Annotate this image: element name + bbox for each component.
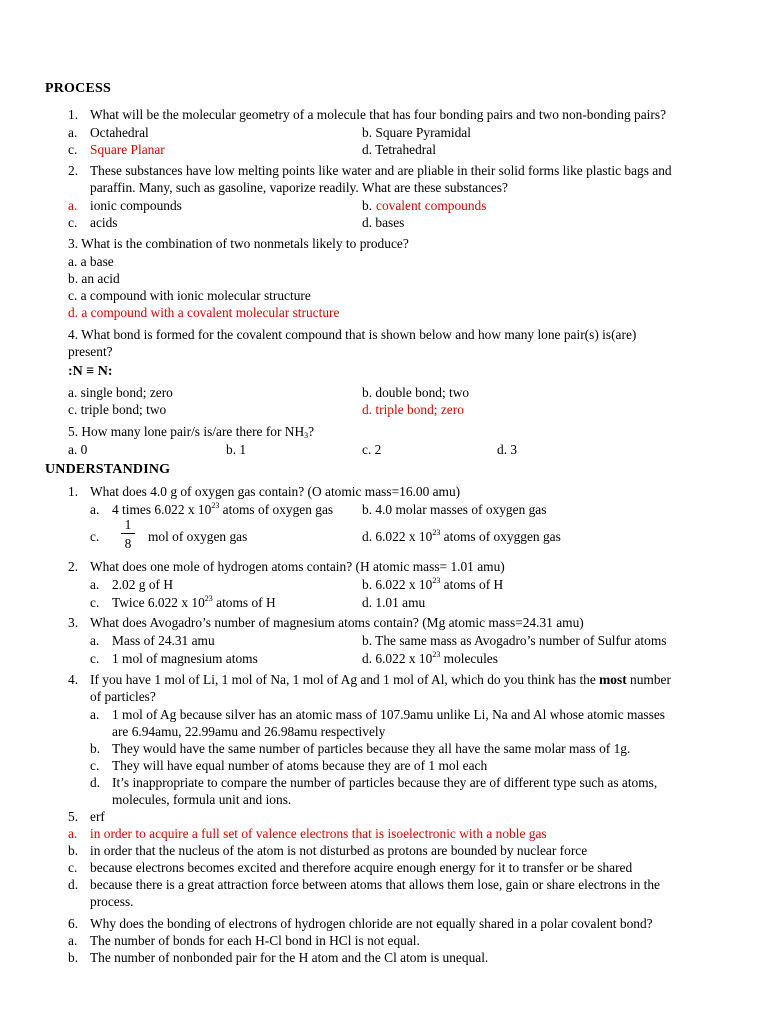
q1-option-d: d. Tetrahedral bbox=[362, 142, 436, 157]
u2-option-a-letter: a. bbox=[90, 577, 100, 592]
u3-option-d: d. 6.022 x $10^{23}$ molecules bbox=[362, 650, 498, 666]
u4-option-b: They would have the same number of particles because they all have the same molar mass of 1g. bbox=[112, 741, 631, 756]
u5-option-a-letter: a. bbox=[68, 826, 78, 841]
u2-number: 2. bbox=[68, 559, 79, 574]
u3-option-a-letter: a. bbox=[90, 633, 100, 648]
u4-option-b-letter: b. bbox=[90, 741, 101, 756]
q1-option-a-letter: a. bbox=[68, 125, 78, 140]
u2-option-c-letter: c. bbox=[90, 595, 100, 610]
u5-option-d-line1: because there is a great attraction force between atoms that allows them lose, gain or share electrons in the bbox=[90, 877, 660, 892]
q2-option-b-letter: b. bbox=[362, 198, 373, 213]
u4-text-line2: of particles? bbox=[90, 689, 156, 704]
q4-option-a: a. single bond; zero bbox=[68, 385, 173, 400]
u5-option-d-line2: process. bbox=[90, 894, 134, 909]
u5-option-b: in order that the nucleus of the atom is not disturbed as protons are bounded by nuclear force bbox=[90, 843, 588, 858]
q3-option-b: b. an acid bbox=[68, 271, 120, 286]
u1-option-a: 4 times 6.022 x $10^{23}$ atoms of oxygen gas bbox=[112, 501, 334, 517]
u3-option-a: Mass of 24.31 amu bbox=[112, 633, 215, 648]
u5-option-c-letter: c. bbox=[68, 860, 78, 875]
u4-option-c-letter: c. bbox=[90, 758, 100, 773]
q3-option-a: a. a base bbox=[68, 254, 114, 269]
u6-number: 6. bbox=[68, 916, 79, 931]
q5-option-a: a. 0 bbox=[68, 442, 88, 457]
fraction-bar bbox=[121, 533, 135, 534]
u4-option-d-letter: d. bbox=[90, 775, 101, 790]
u4-text-line1: If you have 1 mol of Li, 1 mol of Na, 1 mol of Ag and 1 mol of Al, which do you think has the most number bbox=[90, 672, 671, 687]
q2-option-c-letter: c. bbox=[68, 215, 78, 230]
u3-number: 3. bbox=[68, 615, 79, 630]
q5-text: 5. How many lone pair/s is/are there for $NH_3$? bbox=[68, 424, 315, 440]
q4-option-b: b. double bond; two bbox=[362, 385, 470, 400]
u4-number: 4. bbox=[68, 672, 79, 687]
u5-option-c: because electrons becomes excited and therefore acquire enough energy for it to transfer or be shared bbox=[90, 860, 633, 875]
u5-option-a-answer: in order to acquire a full set of valence electrons that is isoelectronic with a noble gas bbox=[90, 826, 547, 841]
u2-text: What does one mole of hydrogen atoms contain? (H atomic mass= 1.01 amu) bbox=[90, 559, 505, 574]
u1-option-a-letter: a. bbox=[90, 502, 100, 517]
u1-option-c: mol of oxygen gas bbox=[148, 529, 248, 544]
q3-option-c: c. a compound with ionic molecular structure bbox=[68, 288, 311, 303]
u3-option-c: 1 mol of magnesium atoms bbox=[112, 651, 258, 666]
u1-option-c-letter: c. bbox=[90, 529, 100, 544]
u1-option-d: d. 6.022 x $10^{23}$ atoms of oxyggen gas bbox=[362, 528, 561, 544]
q4-option-d-answer: d. triple bond; zero bbox=[362, 402, 464, 417]
u3-option-c-letter: c. bbox=[90, 651, 100, 666]
u6-option-b: The number of nonbonded pair for the H atom and the Cl atom is unequal. bbox=[90, 950, 489, 965]
u2-option-b: b. 6.022 x $10^{23}$ atoms of H bbox=[362, 576, 504, 592]
q1-option-c-letter: c. bbox=[68, 142, 78, 157]
u6-option-a: The number of bonds for each H-Cl bond in HCl is not equal. bbox=[90, 933, 420, 948]
u4-option-a-line1: 1 mol of Ag because silver has an atomic mass of 107.9amu unlike Li, Na and Al whose atomic masses bbox=[112, 707, 665, 722]
q2-number: 2. bbox=[68, 163, 79, 178]
u1-option-b: b. 4.0 molar masses of oxygen gas bbox=[362, 502, 547, 517]
q2-text-line1: These substances have low melting points like water and are pliable in their solid forms like plastic bags and bbox=[90, 163, 672, 178]
q3-option-d-answer: d. a compound with a covalent molecular structure bbox=[68, 305, 340, 320]
q4-text-line2: present? bbox=[68, 344, 113, 359]
u4-option-c: They will have equal number of atoms because they are of 1 mol each bbox=[112, 758, 488, 773]
q5-option-b: b. 1 bbox=[226, 442, 247, 457]
q4-option-c: c. triple bond; two bbox=[68, 402, 167, 417]
q2-option-a-letter: a. bbox=[68, 198, 78, 213]
fraction-denominator: 8 bbox=[124, 536, 132, 551]
u6-text: Why does the bonding of electrons of hydrogen chloride are not equally shared in a polar covalent bond? bbox=[90, 916, 653, 931]
q4-text-line1: 4. What bond is formed for the covalent compound that is shown below and how many lone pair(s) is(are) bbox=[68, 327, 637, 342]
q1-number: 1. bbox=[68, 107, 79, 122]
fraction-numerator: 1 bbox=[124, 517, 132, 532]
u3-option-b: b. The same mass as Avogadro’s number of Sulfur atoms bbox=[362, 633, 667, 648]
u3-text: What does Avogadro’s number of magnesium atoms contain? (Mg atomic mass=24.31 amu) bbox=[90, 615, 584, 630]
q2-text-line2: paraffin. Many, such as gasoline, vaporize readily. What are these substances? bbox=[90, 180, 508, 195]
q1-text: What will be the molecular geometry of a molecule that has four bonding pairs and two non-bonding pairs? bbox=[90, 107, 667, 122]
q2-option-a: ionic compounds bbox=[90, 198, 182, 213]
q1-option-b: b. Square Pyramidal bbox=[362, 125, 471, 140]
q3-text: 3. What is the combination of two nonmetals likely to produce? bbox=[68, 236, 409, 251]
u1-number: 1. bbox=[68, 484, 79, 499]
q5-option-d: d. 3 bbox=[497, 442, 518, 457]
u6-option-a-letter: a. bbox=[68, 933, 78, 948]
q1-option-a: Octahedral bbox=[90, 125, 149, 140]
u5-text: erf bbox=[90, 809, 105, 824]
u4-option-a-line2: are 6.94amu, 22.99amu and 26.98amu respectively bbox=[112, 724, 386, 739]
u5-option-b-letter: b. bbox=[68, 843, 79, 858]
q2-option-c: acids bbox=[90, 215, 118, 230]
u5-number: 5. bbox=[68, 809, 79, 824]
u2-option-d: d. 1.01 amu bbox=[362, 595, 426, 610]
q5-option-c: c. 2 bbox=[362, 442, 382, 457]
u5-option-d-letter: d. bbox=[68, 877, 79, 892]
u4-option-d-line1: It’s inappropriate to compare the number of particles because they are of different type such as atoms, bbox=[112, 775, 658, 790]
u2-option-a: 2.02 g of H bbox=[112, 577, 173, 592]
u6-option-b-letter: b. bbox=[68, 950, 79, 965]
u2-option-c: Twice 6.022 x $10^{23}$ atoms of H bbox=[112, 594, 276, 610]
section-heading-understanding: UNDERSTANDING bbox=[45, 462, 171, 477]
lewis-structure-n2: :N ≡ N: bbox=[68, 364, 113, 379]
q1-option-c-answer: Square Planar bbox=[90, 142, 165, 157]
u1-text: What does 4.0 g of oxygen gas contain? (O atomic mass=16.00 amu) bbox=[90, 484, 461, 499]
u4-option-d-line2: molecules, formula unit and ions. bbox=[112, 792, 292, 807]
q2-option-b-answer: covalent compounds bbox=[376, 198, 487, 213]
u4-option-a-letter: a. bbox=[90, 707, 100, 722]
section-heading-process: PROCESS bbox=[45, 81, 111, 96]
q2-option-d: d. bases bbox=[362, 215, 405, 230]
